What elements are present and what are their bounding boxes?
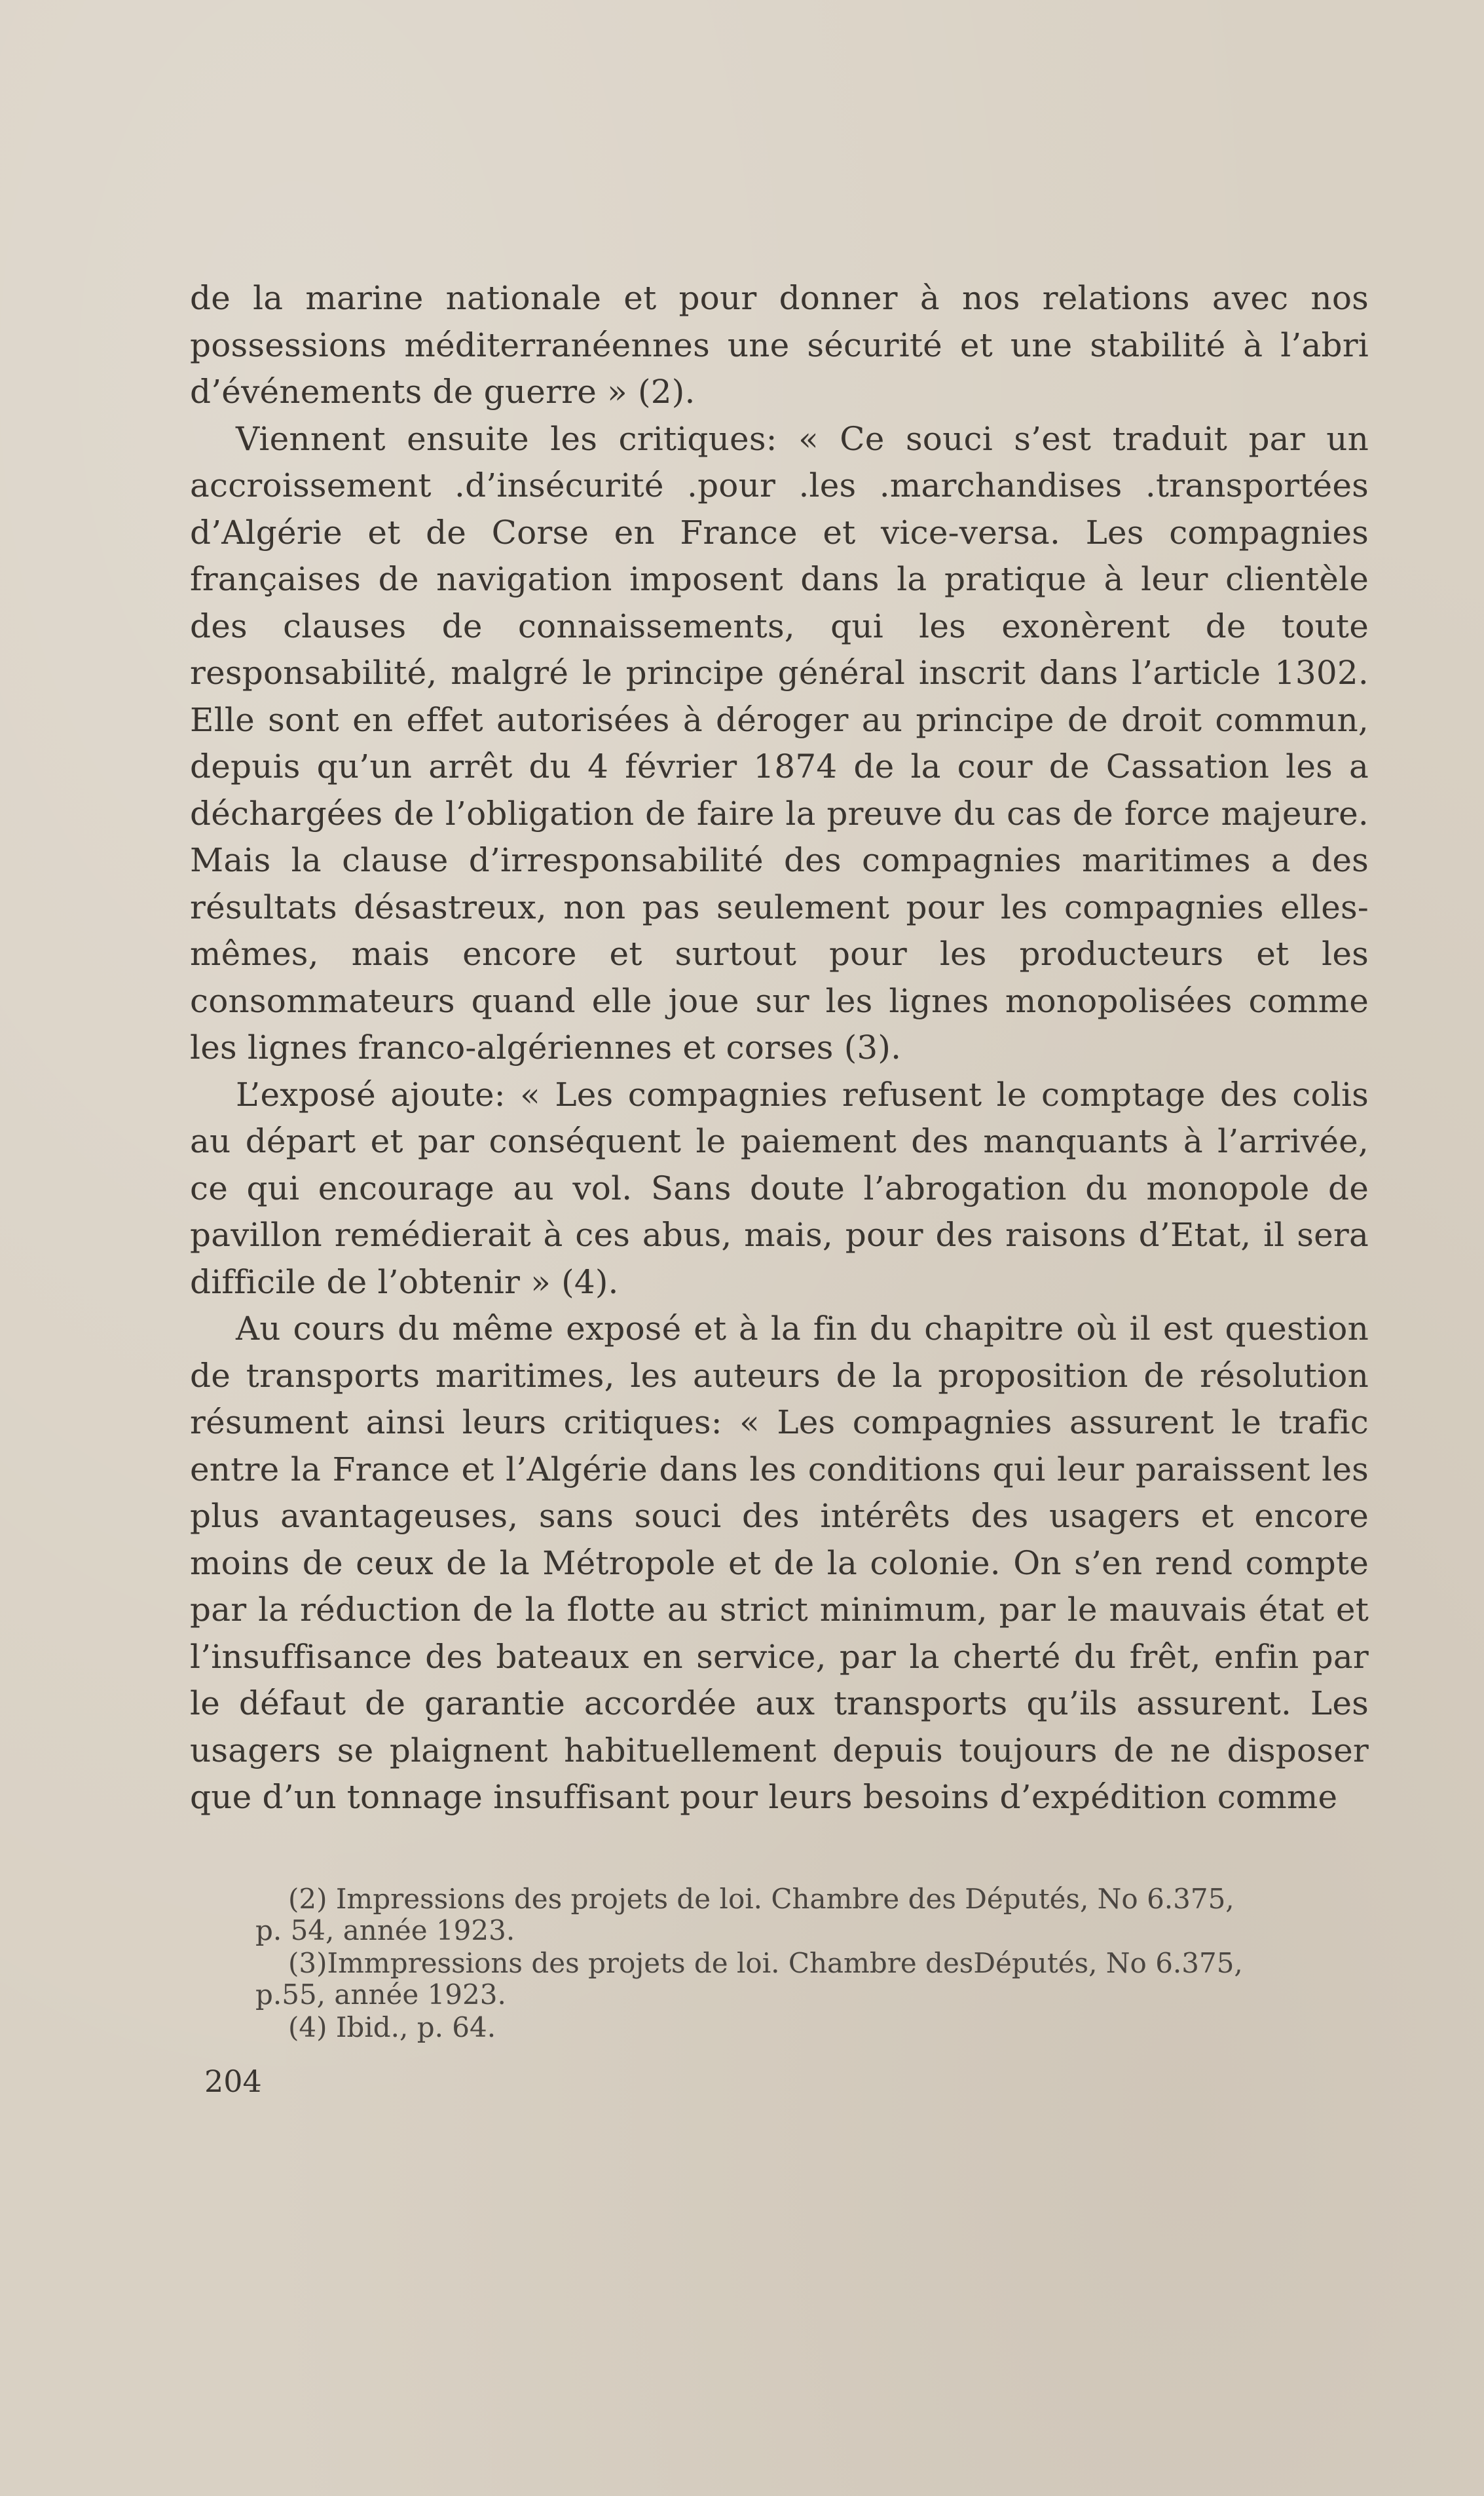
paragraph: L’exposé ajoute: « Les compagnies refusent le comptage des colis au départ et par conséquent le paiement des manquants à l’arrivée, ce qui encourage au vol. Sans doute l’abrogation du monopole de pavillon remédierait à ces abus, mais, pour des raisons d’Etat, il sera difficile de l’obtenir » (4). <box>190 1075 1369 1301</box>
footnote-line: p.55, année 1923. <box>255 1978 506 2011</box>
paragraph: Viennent ensuite les critiques: « Ce souci s’est traduit par un accroissement .d’insécurité .pour .les .marchandises .transportées d’Algérie et de Corse en France et vice-versa. Les compagnies françaises de navigation imposent dans la pratique à leur clientèle des clauses de connaissements, qui les exonèrent de toute responsabilité, malgré le principe général inscrit dans l’article 1302. Elle sont en effet autorisées à déroger au principe de droit commun, depuis qu’un arrêt du 4 février 1874 de la cour de Cassation les a déchargées de l’obligation de faire la preuve du cas de force majeure. Mais la clause d’irresponsabilité des compagnies maritimes a des résultats désastreux, non pas seulement pour les compagnies elles-mêmes, mais encore et surtout pour les producteurs et les consommateurs quand elle joue sur les lignes monopolisées comme les lignes franco-algériennes et corses (3). <box>190 419 1369 1067</box>
footnote-line: (3)Immpressions des projets de loi. Chambre desDéputés, No 6.375, <box>288 1946 1243 1979</box>
page-number: 204 <box>204 2064 262 2099</box>
body-text <box>190 275 1369 1821</box>
footnotes <box>190 1883 1369 2043</box>
footnote <box>255 1882 1369 1946</box>
page-content <box>190 275 1369 2045</box>
footnote <box>255 1946 1369 2011</box>
paragraph: Au cours du même exposé et à la fin du chapitre où il est question de transports maritimes, les auteurs de la proposition de résolution résument ainsi leurs critiques: « Les compagnies assurent le trafic entre la France et l’Algérie dans les conditions qui leur paraissent les plus avantageuses, sans souci des intérêts des usagers et encore moins de ceux de la Métropole et de la colonie. On s’en rend compte par la réduction de la flotte au strict minimum, par le mauvais état et l’insuffisance des bateaux en service, par la cherté du frêt, enfin par le défaut de garantie accordée aux transports qu’ils assurent. Les usagers se plaignent habituellement depuis toujours de ne disposer que d’un tonnage insuffisant pour leurs besoins d’expédition comme <box>190 1310 1369 1816</box>
footnote-line: (2) Impressions des projets de loi. Chambre des Députés, No 6.375, <box>288 1882 1234 1915</box>
paragraph: de la marine nationale et pour donner à nos relations avec nos possessions méditerranéennes une sécurité et une stabilité à l’abri d’événements de guerre » (2). <box>190 279 1369 411</box>
footnote-line: (4) Ibid., p. 64. <box>288 2011 496 2043</box>
footnote-line: p. 54, année 1923. <box>255 1914 515 1946</box>
footnote <box>288 2012 1369 2043</box>
